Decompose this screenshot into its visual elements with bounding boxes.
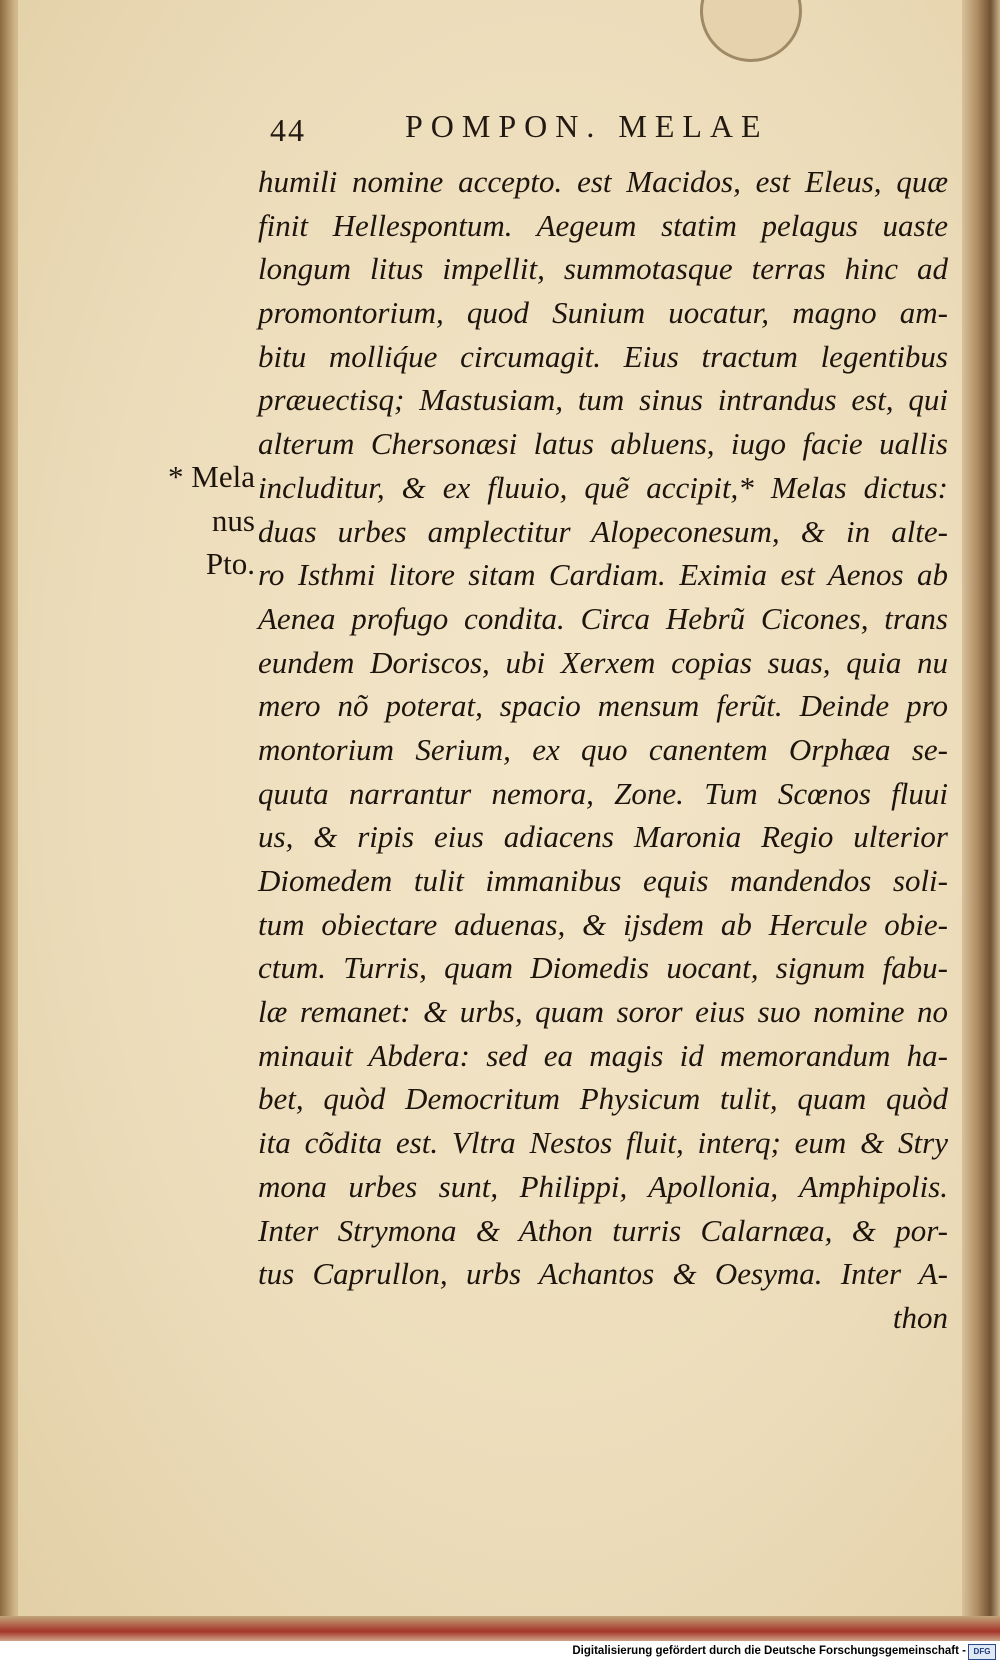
text-line: minauit Abdera: sed ea magis id memorandum ha- — [258, 1037, 948, 1073]
text-line: longum litus impellit, summotasque terras hinc ad — [258, 251, 948, 287]
running-title: POMPON. MELAE — [405, 108, 769, 144]
funding-credit: Digitalisierung gefördert durch die Deutsche Forschungsgemeinschaft - — [572, 1645, 966, 1657]
text-line: ro Isthmi litore sitam Cardiam. Eximia est Aenos ab — [258, 557, 948, 593]
text-line: tum obiectare aduenas, & ijsdem ab Hercule obie- — [258, 906, 948, 942]
text-line: tus Caprullon, urbs Achantos & Oesyma. Inter A- — [258, 1256, 948, 1292]
text-line: alterum Chersonæsi latus abluens, iugo facie uallis — [258, 426, 948, 462]
text-line: eundem Doriscos, ubi Xerxem copias suas, quia nu — [258, 644, 948, 680]
margin-note — [137, 455, 255, 586]
text-line: quuta narrantur nemora, Zone. Tum Scœnos fluui — [258, 775, 948, 811]
running-head — [270, 108, 880, 152]
text-line: humili nomine accepto. est Macidos, est Eleus, quæ — [258, 164, 948, 199]
catchword: thon — [892, 1299, 948, 1335]
margin-note-line: * Mela — [168, 459, 255, 494]
dfg-logo-icon: DFG — [968, 1644, 996, 1660]
page-number: 44 — [270, 112, 306, 148]
text-line: Aenea profugo condita. Circa Hebrũ Cicones, trans — [258, 600, 948, 636]
text-line: us, & ripis eius adiacens Maronia Regio ulterior — [258, 819, 948, 855]
margin-note-line: nus — [211, 502, 255, 538]
text-line: ita cõdita est. Vltra Nestos fluit, interq; eum & Stry — [258, 1125, 948, 1161]
text-line: præuectisq; Mastusiam, tum sinus intrandus est, qui — [258, 382, 948, 418]
text-line: bet, quòd Democritum Physicum tulit, quam quòd — [258, 1081, 948, 1117]
text-line: mero nõ poterat, spacio mensum ferũt. Deinde pro — [258, 688, 948, 724]
text-line: finit Hellespontum. Aegeum statim pelagus uaste — [258, 207, 948, 243]
text-line: duas urbes amplectitur Alopeconesum, & in alte- — [258, 513, 948, 549]
page-edge-right — [962, 0, 1000, 1640]
page-bottom-edge — [0, 1616, 1000, 1644]
text-line: læ remanet: & urbs, quam soror eius suo nomine no — [258, 994, 948, 1030]
text-line: Inter Strymona & Athon turris Calarnæa, & por- — [258, 1212, 948, 1248]
footer-bar — [0, 1641, 1000, 1663]
margin-note-line: Pto. — [205, 546, 255, 582]
text-line: promontorium, quod Sunium uocatur, magno am- — [258, 295, 948, 331]
text-line: bitu molliq́ue circumagit. Eius tractum legentibus — [258, 338, 948, 374]
text-line: mona urbes sunt, Philippi, Apollonia, Amphipolis. — [258, 1168, 948, 1204]
text-line: includitur, & ex fluuio, quẽ accipit,* Melas dictus: — [258, 469, 948, 505]
text-line: Diomedem tulit immanibus equis mandendos soli- — [258, 863, 948, 898]
body-text — [258, 160, 948, 1340]
text-line: ctum. Turris, quam Diomedis uocant, signum fabu- — [258, 950, 948, 986]
text-line: montorium Serium, ex quo canentem Orphæa se- — [258, 731, 948, 767]
